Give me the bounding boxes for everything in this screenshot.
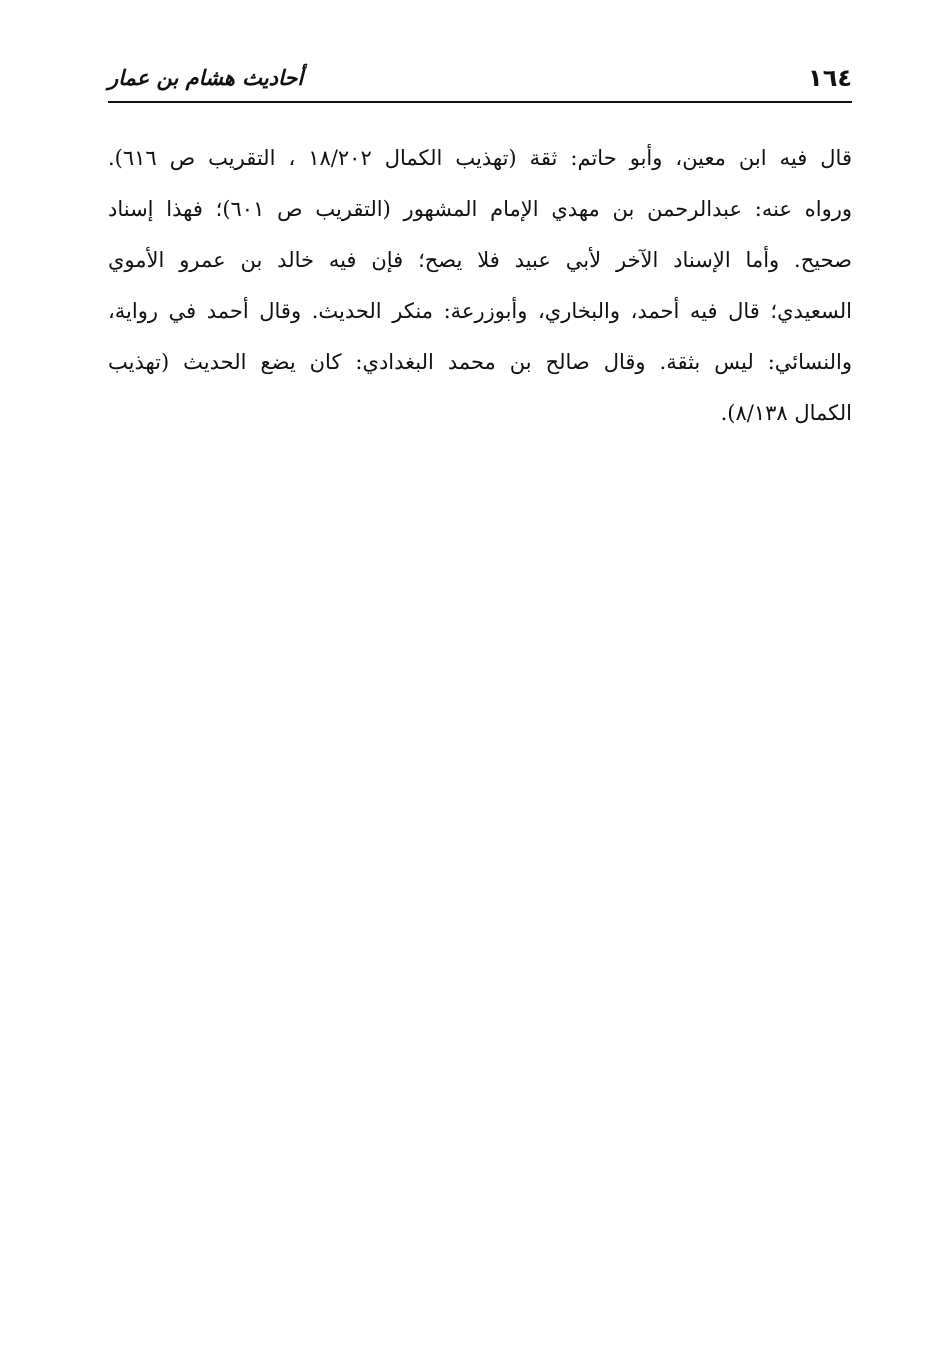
header-divider: [108, 101, 852, 103]
body-paragraph: [108, 133, 852, 439]
page-header: [108, 62, 852, 100]
text-line: والنسائي: ليس بثقة. وقال صالح بن محمد البغدادي: كان يضع الحديث (تهذيب: [108, 350, 852, 374]
page-number: ١٦٤: [808, 64, 852, 92]
text-line: ورواه عنه: عبدالرحمن بن مهدي الإمام المشهور (التقريب ص ٦٠١)؛ فهذا إسناد: [108, 197, 852, 221]
text-line: السعيدي؛ قال فيه أحمد، والبخاري، وأبوزرعة: منكر الحديث. وقال أحمد في رواية،: [108, 299, 852, 323]
text-line: صحيح. وأما الإسناد الآخر لأبي عبيد فلا يصح؛ فإن فيه خالد بن عمرو الأموي: [108, 248, 852, 272]
text-line: الكمال ٨/١٣٨).: [720, 401, 852, 425]
text-line: قال فيه ابن معين، وأبو حاتم: ثقة (تهذيب الكمال ١٨/٢٠٢ ، التقريب ص ٦١٦).: [108, 146, 852, 170]
running-title: أحاديث هشام بن عمار: [108, 66, 304, 90]
